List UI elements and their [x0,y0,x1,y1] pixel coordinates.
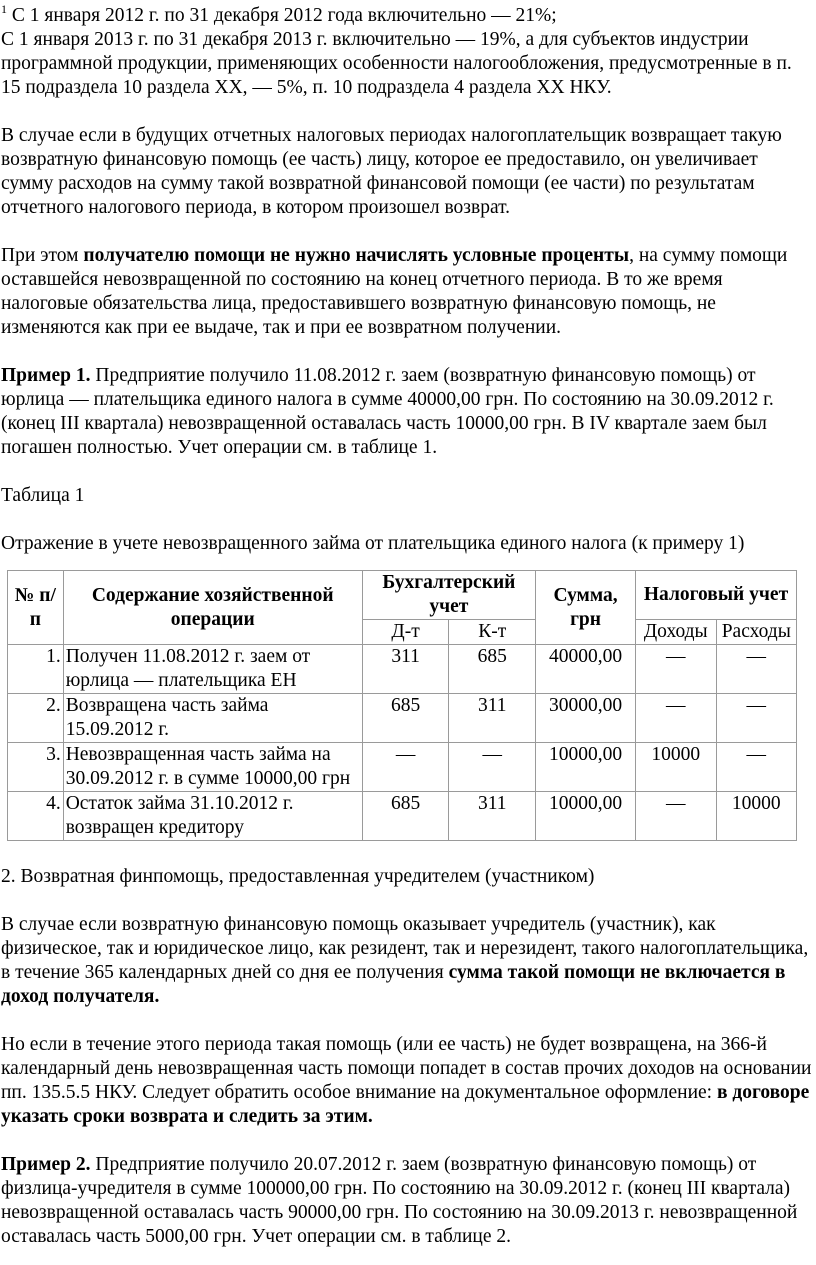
header-kt: К-т [449,620,536,645]
day366-text: Но если в течение этого периода такая помощь (или ее часть) не будет возвращена, на 366-й календарный день невозвращенная часть помощи попадет в состав прочих доходов на основании пп. 135.5.5 НКУ. Следует обратить особое внимание на документальное оформление: [1,1034,812,1103]
row-income: — [636,694,716,743]
row-num: 3. [8,743,64,792]
row-dt: 685 [362,694,449,743]
table-header-row [8,571,797,620]
section2-heading: 2. Возвратная финпомощь, предоставленная учредителем (участником) [1,866,595,887]
table1-title: Отражение в учете невозвращенного займа от плательщика единого налога (к примеру 1) [1,533,745,554]
row-expenses: 10000 [716,792,797,841]
recipient-paragraph [1,244,813,340]
table-row [8,694,797,743]
row-kt: — [449,743,536,792]
example2-paragraph [1,1153,813,1249]
row-income: — [636,645,716,694]
header-dt: Д-т [362,620,449,645]
row-num: 2. [8,694,64,743]
table1-caption: Таблица 1 [1,485,85,506]
rate-2012: С 1 января 2012 г. по 31 декабря 2012 года включительно — 21%; [11,5,557,26]
row-income: — [636,792,716,841]
day366-paragraph [1,1033,813,1129]
row-dt: 311 [362,645,449,694]
founder-text: В случае если возвратную финансовую помощь оказывает учредитель (участник), как физическое, так и юридическое лицо, как резидент, так и нерезидент, такого налогоплательщика, в течение 365 календарных дней со дня ее получения [1,914,809,983]
tax-rates-paragraph [1,4,813,100]
header-expenses: Расходы [716,620,797,645]
footnote-mark: 1 [1,2,7,16]
row-dt: 685 [362,792,449,841]
table-row [8,743,797,792]
table1 [7,570,797,841]
row-num: 4. [8,792,64,841]
row-income: 10000 [636,743,716,792]
header-content: Содержание хозяйственной операции [63,571,362,645]
header-tax: Налоговый учет [636,571,797,620]
example1-text: Предприятие получило 11.08.2012 г. заем (возвратную финансовую помощь) от юрлица — плательщика единого налога в сумме 40000,00 грн. По состоянию на 30.09.2012 г. (конец III квартала) невозвращенной оставалась часть 10000,00 грн. В IV квартале заем был погашен полностью. Учет операции см. в таблице 1. [1,365,774,458]
header-num: № п/п [8,571,64,645]
row-sum: 10000,00 [536,743,636,792]
example1-label: Пример 1. [1,365,91,386]
founder-paragraph [1,913,813,1009]
header-income: Доходы [636,620,716,645]
table-row [8,792,797,841]
header-sum: Сумма, грн [536,571,636,645]
row-content: Возвращена часть займа 15.09.2012 г. [63,694,362,743]
day366-bold: в договоре указать сроки возврата и следить за этим. [1,1082,810,1127]
row-content: Остаток займа 31.10.2012 г. возвращен кредитору [63,792,362,841]
row-dt: — [362,743,449,792]
row-kt: 311 [449,694,536,743]
row-kt: 311 [449,792,536,841]
row-expenses: — [716,743,797,792]
founder-bold: сумма такой помощи не включается в доход получателя. [1,962,786,1007]
return-paragraph: В случае если в будущих отчетных налоговых периодах налогоплательщик возвращает такую возвратную финансовую помощь (ее часть) лицу, которое ее предоставило, он увеличивает сумму расходов на сумму такой возвратной финансовой помощи (ее части) по результатам отчетного налогового периода, в котором произошел возврат. [1,125,782,218]
row-num: 1. [8,645,64,694]
example1-paragraph [1,364,813,460]
example2-label: Пример 2. [1,1154,91,1175]
header-accounting: Бухгалтерский учет [362,571,535,620]
row-kt: 685 [449,645,536,694]
row-expenses: — [716,694,797,743]
row-sum: 40000,00 [536,645,636,694]
row-expenses: — [716,645,797,694]
recipient-text-end: , на сумму помощи оставшейся невозвращенной по состоянию на конец отчетного периода. В то же время налоговые обязательства лица, предоставившего возвратную финансовую помощь, не изменяются как при ее выдаче, так и при ее возвратном получении. [1,245,788,338]
row-content: Получен 11.08.2012 г. заем от юрлица — плательщика ЕН [63,645,362,694]
row-content: Невозвращенная часть займа на 30.09.2012 г. в сумме 10000,00 грн [63,743,362,792]
rate-2013: С 1 января 2013 г. по 31 декабря 2013 г. включительно — 19%, а для субъектов индустрии программной продукции, применяющих особенности налогообложения, предусмотренные в п. 15 подраздела 10 раздела ХХ, — 5%, п. 10 подраздела 4 раздела ХХ НКУ. [1,29,792,98]
table-row [8,645,797,694]
recipient-text-start: При этом [1,245,84,266]
example2-text: Предприятие получило 20.07.2012 г. заем (возвратную финансовую помощь) от физлица-учредителя в сумме 100000,00 грн. По состоянию на 30.09.2012 г. (конец III квартала) невозвращенной оставалась часть 90000,00 грн. По состоянию на 30.09.2013 г. невозвращенной оставалась часть 5000,00 грн. Учет операции см. в таблице 2. [1,1154,798,1247]
row-sum: 10000,00 [536,792,636,841]
row-sum: 30000,00 [536,694,636,743]
recipient-bold: получателю помощи не нужно начислять условные проценты [83,245,630,266]
